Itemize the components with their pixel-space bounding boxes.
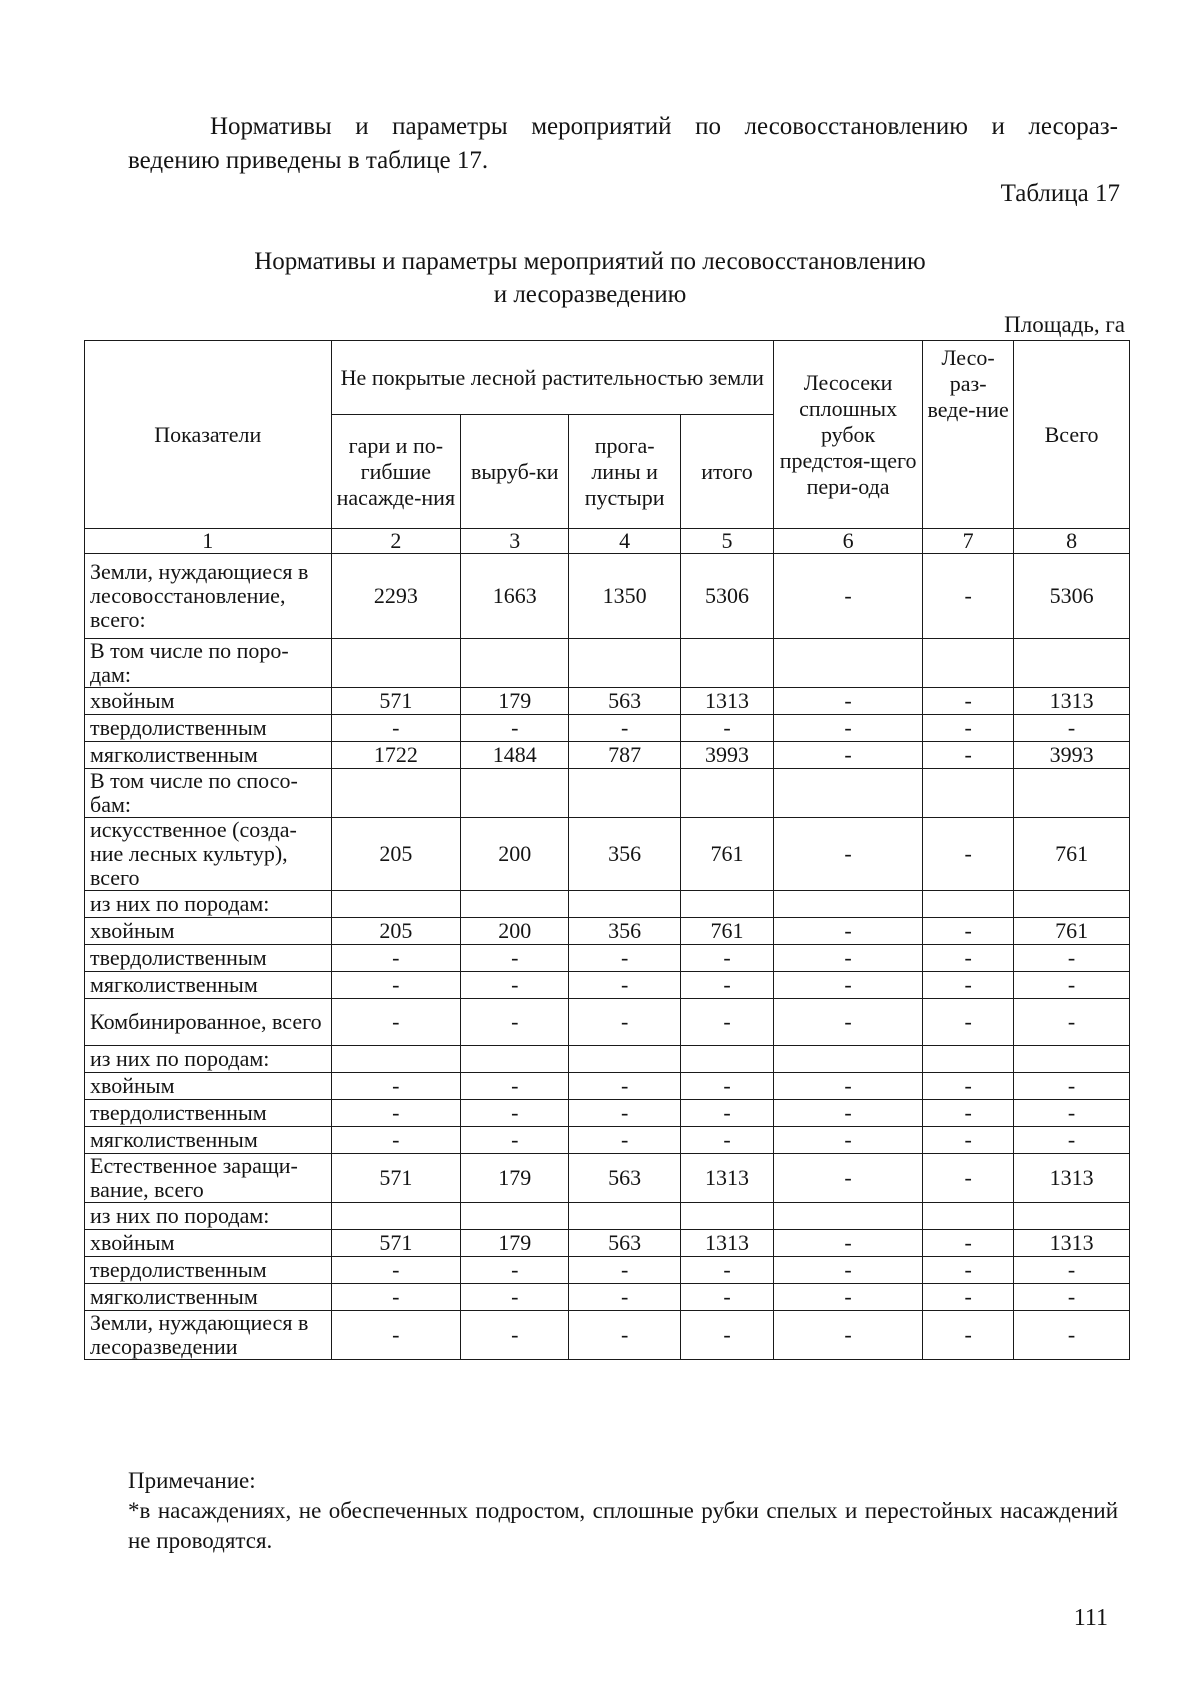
cell-value: - [774,1154,923,1203]
cell-value [923,1046,1014,1073]
cell-value: - [569,1127,680,1154]
cell-value: 571 [331,1154,461,1203]
cell-value [923,891,1014,918]
cell-value [331,891,461,918]
cell-value: - [680,1073,773,1100]
cell-value: - [1014,1257,1130,1284]
table-row [85,1284,1130,1311]
row-label: из них по породам: [85,1203,332,1230]
cell-value: 200 [461,818,569,891]
column-number: 5 [680,529,773,554]
cell-value: - [923,945,1014,972]
cell-value: 761 [680,818,773,891]
table-row [85,1046,1130,1073]
cell-value: - [569,1311,680,1360]
cell-value: - [923,918,1014,945]
header-cuttings: выруб-ки [461,415,569,529]
cell-value [680,1203,773,1230]
cell-value: - [774,972,923,999]
cell-value [569,891,680,918]
cell-value: - [331,999,461,1046]
column-number: 1 [85,529,332,554]
row-label: из них по породам: [85,891,332,918]
cell-value [331,1203,461,1230]
cell-value: - [331,1100,461,1127]
cell-value [461,891,569,918]
cell-value: - [923,688,1014,715]
cell-value: - [1014,715,1130,742]
cell-value: - [923,1230,1014,1257]
cell-value: 5306 [680,554,773,639]
row-label: хвойным [85,688,332,715]
cell-value: - [774,1073,923,1100]
row-label: твердолиственным [85,945,332,972]
cell-value [1014,1046,1130,1073]
header-afforestation: Лесо-раз-веде-ние [923,341,1014,529]
cell-value [331,769,461,818]
table-row [85,715,1130,742]
cell-value: - [774,945,923,972]
cell-value: - [331,972,461,999]
cell-value: - [569,999,680,1046]
row-label: мягколиственным [85,742,332,769]
cell-value [1014,1203,1130,1230]
cell-value: - [680,1127,773,1154]
cell-value: - [569,972,680,999]
cell-value: - [923,742,1014,769]
cell-value: - [461,1311,569,1360]
cell-value [1014,639,1130,688]
cell-value: - [774,999,923,1046]
cell-value: - [680,945,773,972]
row-label: хвойным [85,1073,332,1100]
cell-value: 571 [331,1230,461,1257]
row-label: хвойным [85,1230,332,1257]
table-row [85,1100,1130,1127]
cell-value: 563 [569,1154,680,1203]
cell-value [461,639,569,688]
cell-value: - [461,945,569,972]
cell-value: - [461,1127,569,1154]
header-subtotal: итого [680,415,773,529]
column-number: 7 [923,529,1014,554]
column-number: 2 [331,529,461,554]
cell-value [331,1046,461,1073]
table-row [85,1203,1130,1230]
cell-value: - [923,999,1014,1046]
table-title-line-1: Нормативы и параметры мероприятий по лесовосстановлению [254,248,926,275]
cell-value: - [331,945,461,972]
cell-value: - [569,1100,680,1127]
cell-value: 1722 [331,742,461,769]
cell-value: 3993 [680,742,773,769]
row-label: Естественное заращи-вание, всего [85,1154,332,1203]
cell-value: 1350 [569,554,680,639]
cell-value [680,639,773,688]
cell-value [461,1046,569,1073]
row-label: Комбинированное, всего [85,999,332,1046]
row-label: мягколиственным [85,972,332,999]
cell-value: - [461,715,569,742]
cell-value [774,1203,923,1230]
cell-value: 563 [569,688,680,715]
note-title: Примечание: [128,1468,256,1493]
row-label: В том числе по поро-дам: [85,639,332,688]
table-row [85,639,1130,688]
cell-value: - [923,715,1014,742]
cell-value [923,1203,1014,1230]
cell-value: - [461,999,569,1046]
intro-line-1: Нормативы и параметры мероприятий по лесовосстановлению и лесораз- [210,113,1118,140]
cell-value: - [461,1073,569,1100]
cell-value: - [1014,999,1130,1046]
cell-value: - [1014,1311,1130,1360]
table-row [85,1073,1130,1100]
cell-value: - [461,1257,569,1284]
cell-value: - [680,1100,773,1127]
column-number: 4 [569,529,680,554]
table-row [85,818,1130,891]
table-row [85,688,1130,715]
cell-value: - [774,715,923,742]
cell-value: 205 [331,818,461,891]
cell-value: 761 [680,918,773,945]
cell-value: - [774,688,923,715]
table-title [160,245,1020,311]
cell-value: 1313 [1014,1154,1130,1203]
cell-value: - [569,715,680,742]
cell-value: - [680,1311,773,1360]
cell-value: - [461,1284,569,1311]
cell-value: - [923,1100,1014,1127]
cell-value: - [774,1257,923,1284]
cell-value: - [923,554,1014,639]
table-row [85,945,1130,972]
cell-value: 1313 [680,688,773,715]
cell-value: - [774,1230,923,1257]
cell-value: - [774,1127,923,1154]
table-row [85,1257,1130,1284]
table-row [85,1230,1130,1257]
cell-value [774,891,923,918]
note-text: *в насаждениях, не обеспеченных подростом, сплошные рубки спелых и перестойных насаждений не проводятся. [128,1498,1118,1553]
cell-value: - [680,1257,773,1284]
cell-value: - [461,972,569,999]
table-row [85,972,1130,999]
cell-value: 356 [569,918,680,945]
table-title-line-2: и лесоразведению [493,281,687,308]
table-row [85,1311,1130,1360]
cell-value: - [1014,1284,1130,1311]
cell-value: 179 [461,1230,569,1257]
cell-value: 563 [569,1230,680,1257]
cell-value: 205 [331,918,461,945]
cell-value [569,1046,680,1073]
cell-value: - [923,1127,1014,1154]
cell-value: - [1014,1100,1130,1127]
cell-value: - [569,1073,680,1100]
cell-value: - [774,554,923,639]
cell-value: - [1014,1127,1130,1154]
table-row [85,918,1130,945]
table-row [85,554,1130,639]
cell-value: - [569,1284,680,1311]
cell-value: - [923,1154,1014,1203]
header-burned: гари и по-гибшие насажде-ния [331,415,461,529]
cell-value: - [774,742,923,769]
cell-value: - [774,1284,923,1311]
cell-value: - [680,1284,773,1311]
cell-value: - [923,1284,1014,1311]
cell-value [461,769,569,818]
cell-value [774,769,923,818]
column-numbers-row [85,529,1130,554]
row-label: мягколиственным [85,1127,332,1154]
table-body [85,529,1130,1360]
cell-value: - [923,1073,1014,1100]
cell-value: - [923,1257,1014,1284]
units-label: Площадь, га [1004,312,1125,337]
cell-value [461,1203,569,1230]
table-row [85,742,1130,769]
page-number: 111 [1073,1605,1108,1631]
cell-value: - [331,1257,461,1284]
cell-value: - [680,715,773,742]
note [128,1466,1118,1556]
header-total: Всего [1014,341,1130,529]
cell-value [923,769,1014,818]
table-row [85,1127,1130,1154]
cell-value: - [569,1257,680,1284]
cell-value: - [774,1311,923,1360]
cell-value [569,1203,680,1230]
cell-value: 179 [461,688,569,715]
cell-value: - [331,1073,461,1100]
row-label: В том числе по спосо-бам: [85,769,332,818]
row-label: хвойным [85,918,332,945]
cell-value: 761 [1014,918,1130,945]
cell-value: 1663 [461,554,569,639]
header-clearcut: Лесосеки сплошных рубок предстоя-щего пери-ода [774,341,923,529]
table-row [85,769,1130,818]
cell-value: 200 [461,918,569,945]
cell-value [774,639,923,688]
cell-value: 1313 [1014,688,1130,715]
cell-value [569,769,680,818]
cell-value: - [923,1311,1014,1360]
cell-value [331,639,461,688]
cell-value [680,769,773,818]
cell-value: - [680,999,773,1046]
cell-value: 1313 [680,1230,773,1257]
cell-value: 356 [569,818,680,891]
cell-value: - [1014,945,1130,972]
cell-value: - [774,818,923,891]
cell-value: - [461,1100,569,1127]
cell-value: 179 [461,1154,569,1203]
row-label: твердолиственным [85,1257,332,1284]
cell-value: 2293 [331,554,461,639]
cell-value [680,1046,773,1073]
cell-value: 3993 [1014,742,1130,769]
header-indicators: Показатели [85,341,332,529]
cell-value: - [331,1127,461,1154]
cell-value [680,891,773,918]
cell-value [569,639,680,688]
cell-value: 1484 [461,742,569,769]
table-row [85,891,1130,918]
cell-value: 571 [331,688,461,715]
column-number: 8 [1014,529,1130,554]
header-clearings: прога-лины и пустыри [569,415,680,529]
cell-value: 761 [1014,818,1130,891]
header-group-uncovered: Не покрытые лесной растительностью земли [331,341,774,415]
cell-value: 787 [569,742,680,769]
cell-value: - [923,972,1014,999]
row-label: искусственное (созда-ние лесных культур), всего [85,818,332,891]
cell-value: - [774,918,923,945]
cell-value: - [774,1100,923,1127]
cell-value: 1313 [680,1154,773,1203]
cell-value: - [331,1284,461,1311]
cell-value [1014,891,1130,918]
column-number: 6 [774,529,923,554]
row-label: из них по породам: [85,1046,332,1073]
measures-table [84,340,1130,1360]
cell-value [1014,769,1130,818]
table-caption: Таблица 17 [1000,180,1120,207]
cell-value: - [1014,1073,1130,1100]
cell-value: 1313 [1014,1230,1130,1257]
row-label: Земли, нуждающиеся в лесовосстановление, всего: [85,554,332,639]
cell-value: 5306 [1014,554,1130,639]
row-label: твердолиственным [85,1100,332,1127]
intro-paragraph [128,110,1118,178]
cell-value [923,639,1014,688]
table-row [85,1154,1130,1203]
cell-value [774,1046,923,1073]
cell-value: - [1014,972,1130,999]
row-label: Земли, нуждающиеся в лесоразведении [85,1311,332,1360]
cell-value: - [331,715,461,742]
row-label: мягколиственным [85,1284,332,1311]
cell-value: - [331,1311,461,1360]
cell-value: - [569,945,680,972]
column-number: 3 [461,529,569,554]
cell-value: - [923,818,1014,891]
cell-value: - [680,972,773,999]
table-row [85,999,1130,1046]
intro-line-2: ведению приведены в таблице 17. [128,147,489,174]
row-label: твердолиственным [85,715,332,742]
